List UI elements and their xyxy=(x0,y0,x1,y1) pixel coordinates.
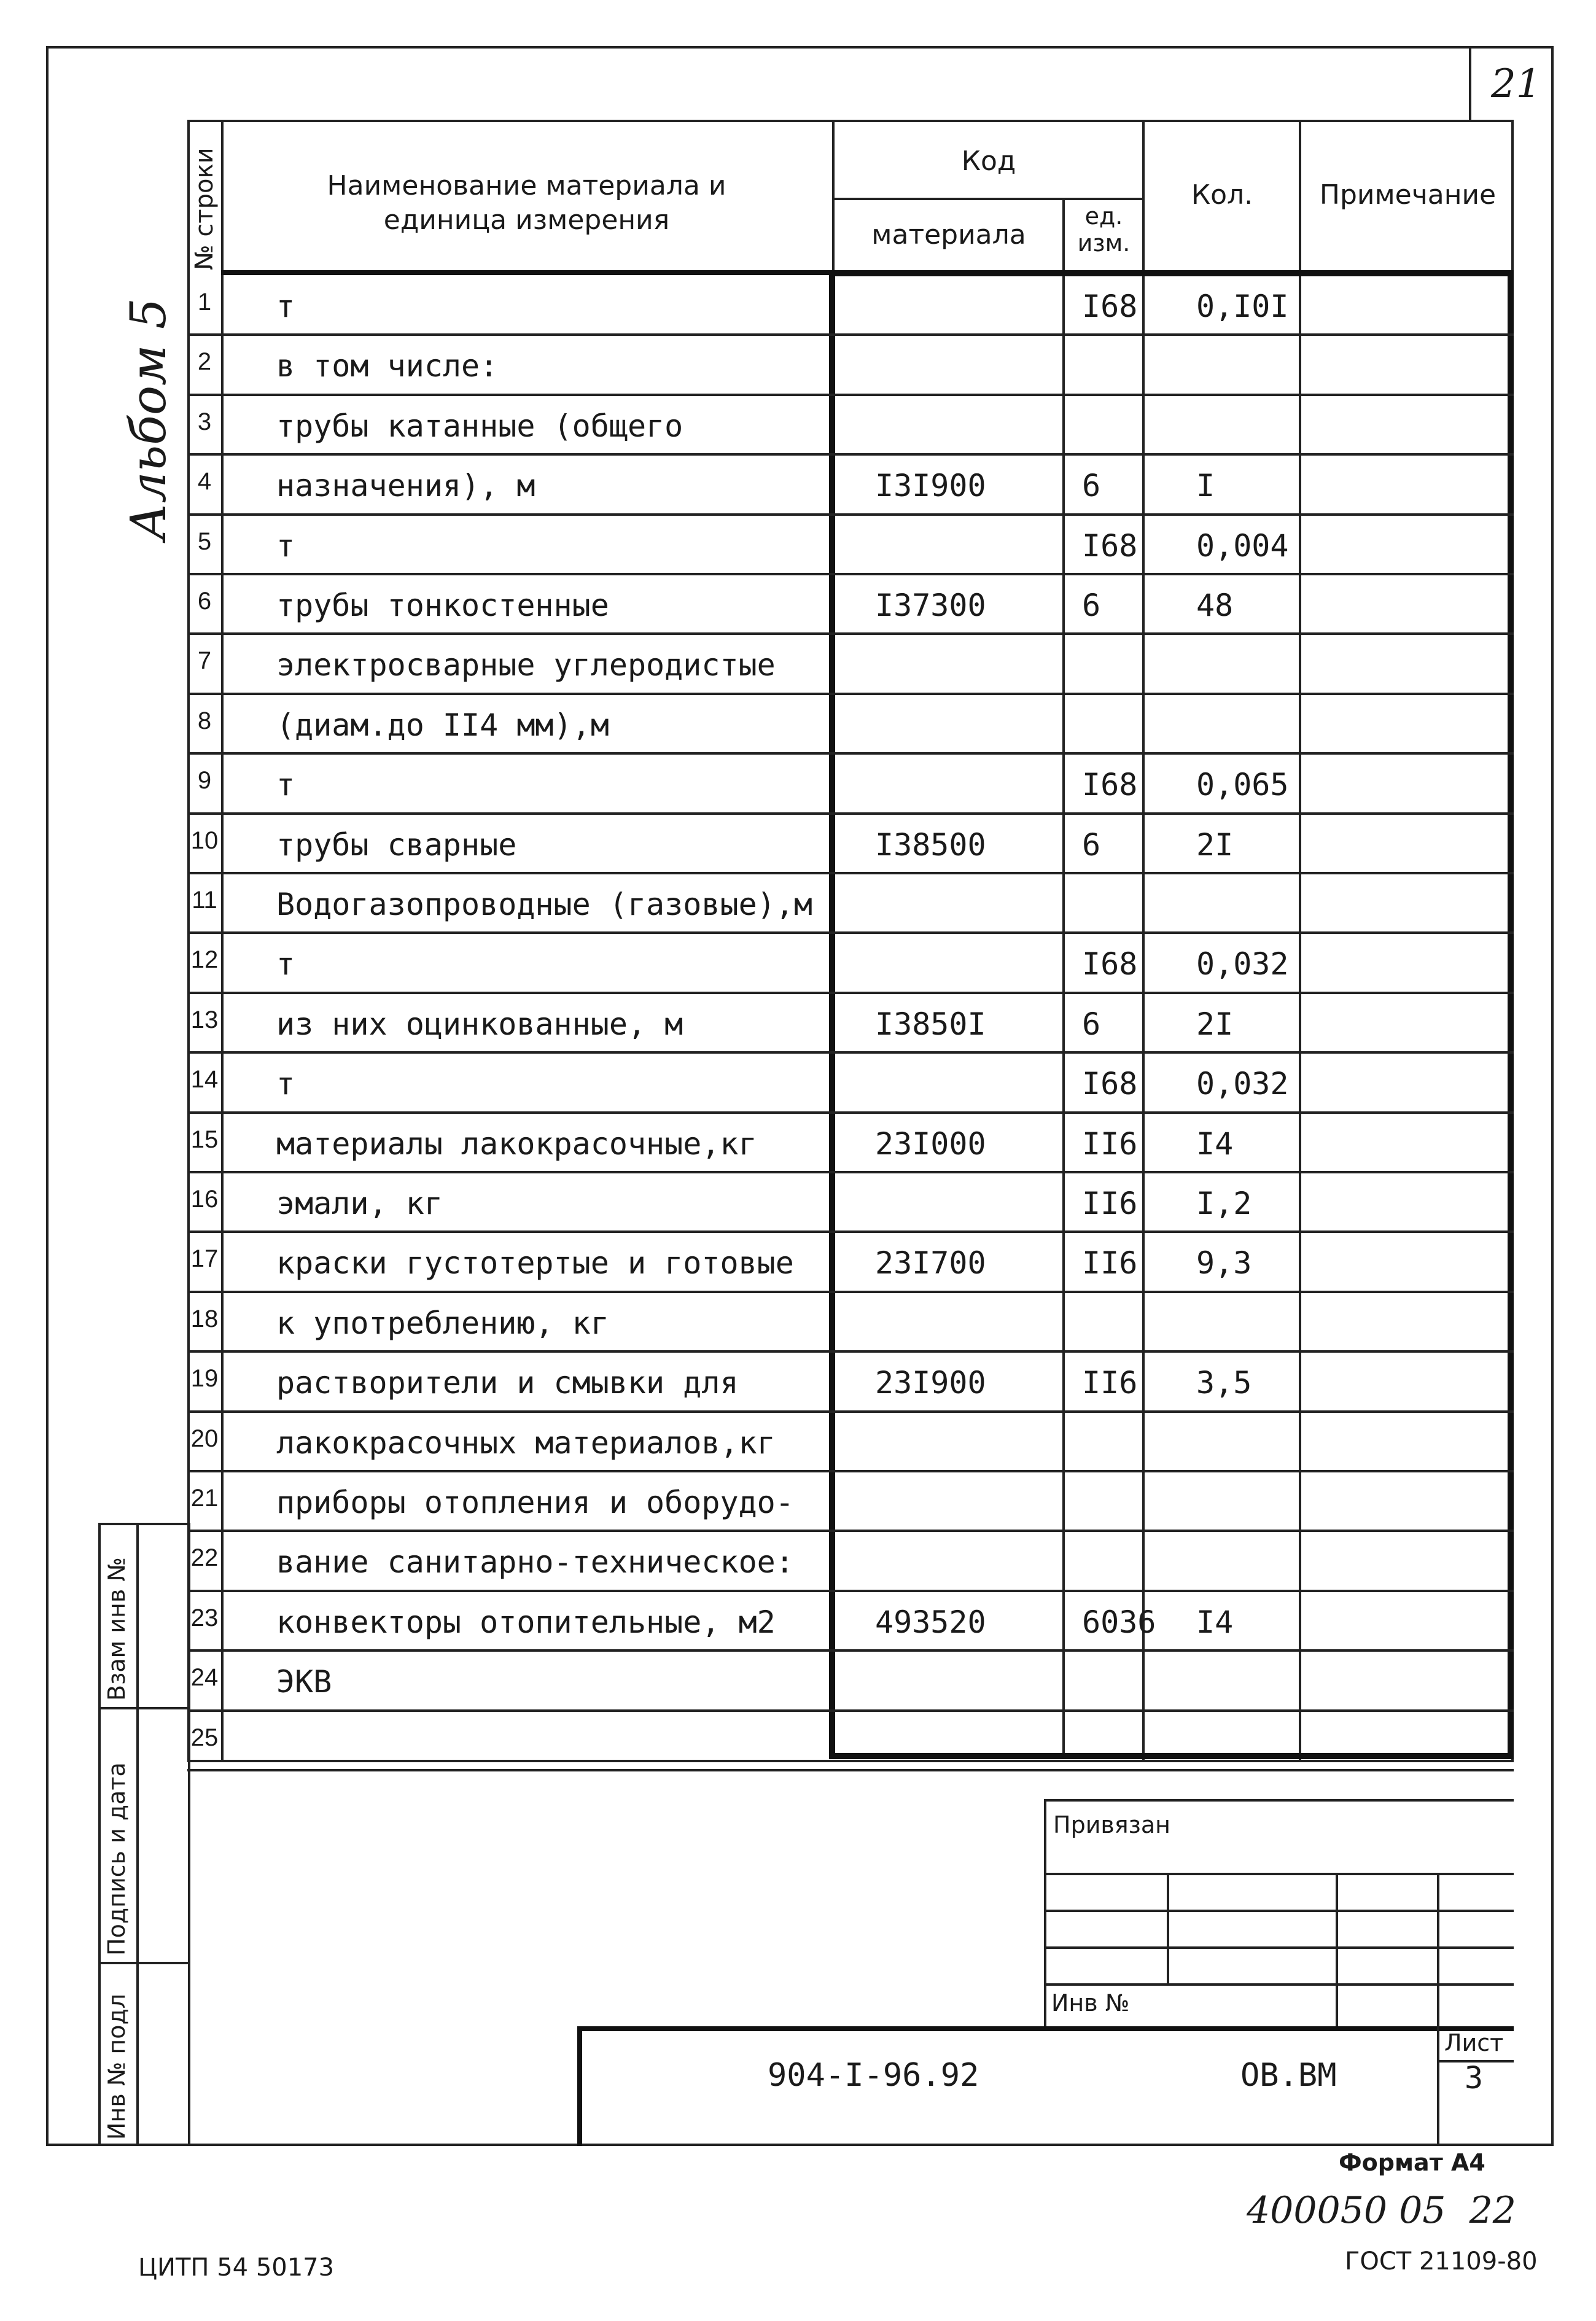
row-unit-code: I68 xyxy=(1082,1066,1138,1102)
row-number: 18 xyxy=(190,1305,219,1332)
header-bottom-line xyxy=(221,270,1514,275)
row-number: 23 xyxy=(190,1604,219,1631)
row-name: приборы отопления и оборудо- xyxy=(276,1485,794,1520)
row-number: 6 xyxy=(197,588,212,615)
row-qty: 0,004 xyxy=(1196,527,1289,564)
titleblock-vgrid-2 xyxy=(1336,1873,1338,2026)
row-number: 13 xyxy=(190,1006,219,1033)
tied-label: Привязан xyxy=(1053,1811,1170,1838)
row-number: 16 xyxy=(190,1186,219,1213)
titleblock-main-left xyxy=(577,2026,582,2146)
header-code-unit: ед. изм. xyxy=(1077,203,1131,257)
header-name xyxy=(224,169,829,238)
row-name: электросварные углеродистые xyxy=(276,647,776,683)
format-label: Формат А4 xyxy=(1339,2149,1485,2176)
row-number: 1 xyxy=(197,289,212,316)
header-name-text: Наименование материала и единица измерения xyxy=(327,170,726,236)
row-name: эмали, кг xyxy=(276,1186,443,1221)
row-unit-code: I68 xyxy=(1082,527,1138,564)
row-qty: 0,I0I xyxy=(1196,289,1289,324)
side-podpis-data: Подпись и дата xyxy=(103,1762,130,1956)
side-strip-row2 xyxy=(98,1962,190,1964)
row-number: 8 xyxy=(197,707,212,734)
row-unit-code: I68 xyxy=(1082,289,1138,324)
titleblock-vgrid-1 xyxy=(1167,1873,1169,1983)
row-number: 5 xyxy=(197,527,212,555)
col-divider-rowno xyxy=(221,120,224,1762)
row-name: трубы сварные xyxy=(276,826,517,863)
row-divider xyxy=(187,1530,1514,1532)
row-number: 12 xyxy=(190,946,219,974)
corner-page-number: 21 xyxy=(1491,61,1541,107)
row-unit-code: 6 xyxy=(1082,588,1101,623)
row-name: назначения), м xyxy=(276,468,535,504)
header-code: Код xyxy=(961,146,1016,177)
row-material-code: 23I000 xyxy=(875,1126,986,1162)
row-divider xyxy=(187,1410,1514,1413)
row-divider xyxy=(187,333,1514,336)
titleblock-grid-2 xyxy=(1044,1910,1514,1912)
row-qty: I,2 xyxy=(1196,1186,1252,1221)
row-name: Водогазопроводные (газовые),м xyxy=(276,887,812,922)
row-divider xyxy=(187,1590,1514,1592)
corner-box-left xyxy=(1469,46,1471,120)
side-vzam-inv: Взам инв № xyxy=(103,1557,130,1701)
row-divider xyxy=(187,931,1514,934)
header-code-split xyxy=(832,198,1142,200)
row-material-code: I3I900 xyxy=(875,468,986,504)
titleblock-grid-1 xyxy=(1044,1873,1514,1875)
header-rowno-text: № строки xyxy=(190,147,219,270)
row-unit-code: II6 xyxy=(1082,1186,1138,1221)
row-number: 15 xyxy=(190,1126,219,1153)
row-divider xyxy=(187,1709,1514,1712)
row-name: трубы тонкостенные xyxy=(276,588,609,623)
header-code-material: материала xyxy=(871,219,1026,251)
row-unit-code: II6 xyxy=(1082,1126,1138,1162)
row-name: т xyxy=(276,946,295,982)
row-material-code: I37300 xyxy=(875,588,986,623)
row-divider xyxy=(187,513,1514,516)
titleblock-vgrid-3 xyxy=(1437,1873,1439,2026)
row-qty: I xyxy=(1196,468,1215,504)
header-rowno xyxy=(187,120,221,273)
handwritten-code: 400050 05 22 xyxy=(1247,2189,1516,2232)
row-divider xyxy=(187,1470,1514,1472)
row-divider xyxy=(187,693,1514,695)
titleblock-main-top xyxy=(577,2026,1514,2031)
row-unit-code: I68 xyxy=(1082,946,1138,982)
row-divider xyxy=(187,1171,1514,1173)
col-divider-name xyxy=(832,120,835,273)
row-name: материалы лакокрасочные,кг xyxy=(276,1126,757,1162)
sheet-label: Лист xyxy=(1444,2029,1504,2056)
row-divider xyxy=(187,1051,1514,1054)
row-number: 9 xyxy=(197,767,212,795)
row-unit-code: 6036 xyxy=(1082,1604,1156,1640)
row-number: 10 xyxy=(190,826,219,854)
side-inv-podl: Инв № подл xyxy=(103,1993,130,2140)
doc-code: ОВ.ВМ xyxy=(1240,2057,1337,2094)
org-code: ЦИТП 54 50173 xyxy=(138,2253,335,2282)
row-name: (диам.до II4 мм),м xyxy=(276,707,609,743)
row-divider xyxy=(187,573,1514,575)
titleblock-grid-3 xyxy=(1044,1946,1514,1949)
row-name: т xyxy=(276,1066,295,1102)
side-strip-row1 xyxy=(98,1707,190,1709)
row-material-code: 23I900 xyxy=(875,1365,986,1401)
row-unit-code: 6 xyxy=(1082,468,1101,504)
row-name: из них оцинкованные, м xyxy=(276,1006,683,1042)
row-divider xyxy=(187,394,1514,396)
row-name: вание санитарно-техническое: xyxy=(276,1544,794,1580)
row-divider xyxy=(187,1769,1514,1771)
row-qty: 9,3 xyxy=(1196,1245,1252,1281)
row-name: к употреблению, кг xyxy=(276,1305,609,1341)
row-divider xyxy=(187,752,1514,755)
row-divider xyxy=(187,992,1514,994)
row-name: т xyxy=(276,767,295,803)
row-number: 4 xyxy=(197,468,212,496)
row-number: 22 xyxy=(190,1544,219,1572)
row-divider xyxy=(187,1291,1514,1293)
row-qty: I4 xyxy=(1196,1126,1234,1162)
row-name: лакокрасочных материалов,кг xyxy=(276,1425,776,1461)
titleblock-grid-4 xyxy=(1044,1983,1514,1986)
album-label: Альбом 5 xyxy=(120,298,177,540)
row-qty: 48 xyxy=(1196,588,1234,623)
row-divider xyxy=(187,632,1514,635)
gost-label: ГОСТ 21109-80 xyxy=(1345,2247,1538,2276)
row-name: т xyxy=(276,527,295,564)
row-divider xyxy=(187,812,1514,815)
row-name: растворители и смывки для xyxy=(276,1365,739,1401)
row-material-code: I38500 xyxy=(875,826,986,863)
row-unit-code: II6 xyxy=(1082,1365,1138,1401)
row-name: в том числе: xyxy=(276,348,499,384)
row-unit-code: II6 xyxy=(1082,1245,1138,1281)
row-qty: 0,065 xyxy=(1196,767,1289,803)
row-unit-code: 6 xyxy=(1082,1006,1101,1042)
row-name: трубы катанные (общего xyxy=(276,408,683,444)
row-number: 19 xyxy=(190,1365,219,1393)
titleblock-sheet-left xyxy=(1437,2026,1439,2146)
row-qty: 2I xyxy=(1196,1006,1234,1042)
row-name: ЭКВ xyxy=(276,1664,332,1700)
row-divider xyxy=(187,1111,1514,1114)
row-number: 3 xyxy=(197,408,212,435)
row-qty: 3,5 xyxy=(1196,1365,1252,1401)
row-qty: 0,032 xyxy=(1196,1066,1289,1102)
row-divider xyxy=(187,1230,1514,1233)
row-material-code: 23I700 xyxy=(875,1245,986,1281)
row-divider xyxy=(187,1350,1514,1353)
row-number: 20 xyxy=(190,1425,219,1452)
row-number: 14 xyxy=(190,1066,219,1094)
row-unit-code: 6 xyxy=(1082,826,1101,863)
row-qty: 2I xyxy=(1196,826,1234,863)
inv-label: Инв № xyxy=(1051,1989,1130,2016)
row-unit-code: I68 xyxy=(1082,767,1138,803)
row-number: 17 xyxy=(190,1245,219,1273)
row-number: 21 xyxy=(190,1485,219,1512)
row-number: 2 xyxy=(197,348,212,376)
titleblock-left-line xyxy=(1044,1799,1046,2026)
row-qty: I4 xyxy=(1196,1604,1234,1640)
row-name: конвекторы отопительные, м2 xyxy=(276,1604,776,1640)
row-number: 7 xyxy=(197,647,212,675)
row-divider xyxy=(187,1649,1514,1652)
sheet-number: 3 xyxy=(1465,2060,1484,2096)
titleblock-top-line xyxy=(1044,1799,1514,1802)
header-note: Примечание xyxy=(1319,179,1497,211)
row-divider xyxy=(187,453,1514,456)
doc-number: 904-I-96.92 xyxy=(768,2057,979,2094)
row-number: 25 xyxy=(190,1724,219,1751)
row-name: т xyxy=(276,289,295,324)
header-qty: Кол. xyxy=(1191,179,1253,211)
row-number: 11 xyxy=(192,887,217,914)
side-strip-divider xyxy=(136,1523,139,2146)
row-qty: 0,032 xyxy=(1196,946,1289,982)
row-material-code: I3850I xyxy=(875,1006,986,1042)
row-divider xyxy=(187,872,1514,874)
row-number: 24 xyxy=(190,1664,219,1692)
row-name: краски густотертые и готовые xyxy=(276,1245,794,1281)
row-material-code: 493520 xyxy=(875,1604,986,1640)
